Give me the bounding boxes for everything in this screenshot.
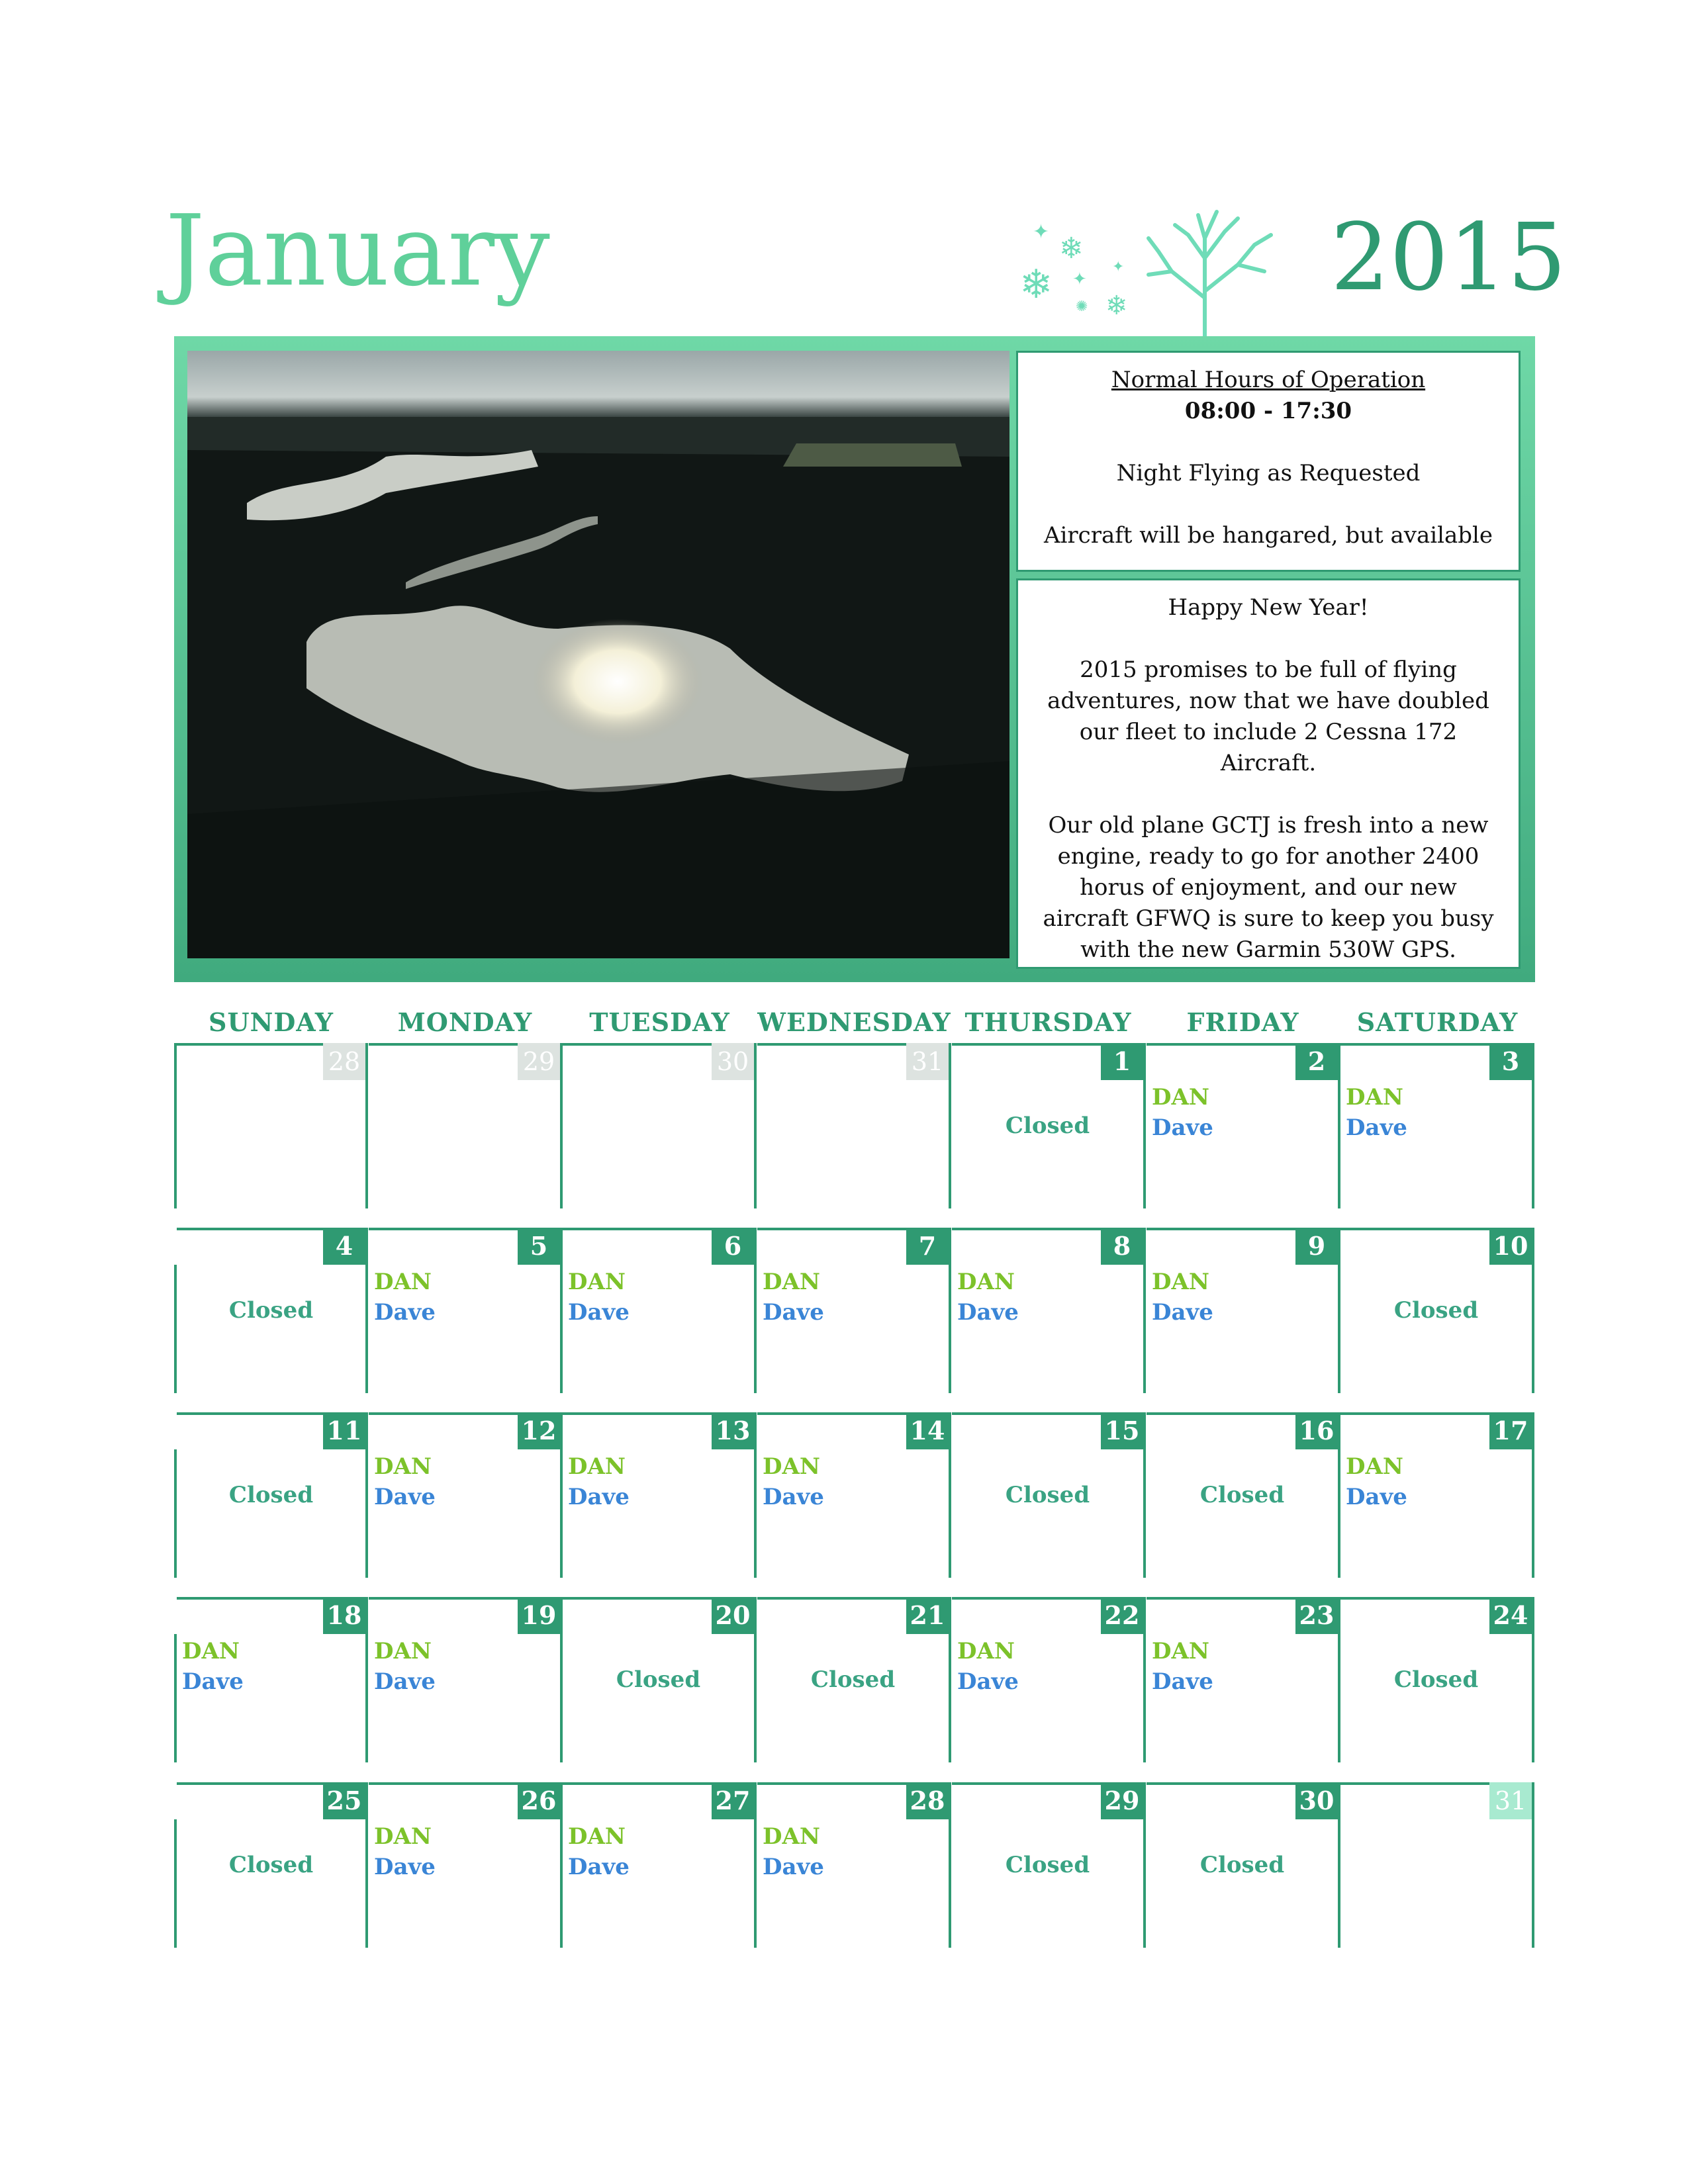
day-number: 4: [323, 1228, 365, 1265]
hours-heading: Normal Hours of Operation: [1111, 367, 1426, 393]
closed-label: Closed: [1005, 1113, 1090, 1139]
day-number: 26: [518, 1782, 560, 1819]
staff-dan-label: DAN: [568, 1269, 626, 1295]
day-number: 10: [1489, 1228, 1532, 1265]
day-number: 25: [323, 1782, 365, 1819]
calendar-day-cell: [1147, 1043, 1340, 1208]
staff-dave-label: Dave: [957, 1668, 1019, 1695]
day-number: 5: [518, 1228, 560, 1265]
calendar-day-cell: [174, 1597, 368, 1762]
closed-label: Closed: [228, 1482, 314, 1508]
calendar-day-cell: [563, 1228, 757, 1393]
staff-dan-label: DAN: [568, 1823, 626, 1850]
staff-dave-label: Dave: [1346, 1484, 1407, 1510]
staff-dan-label: DAN: [763, 1269, 820, 1295]
staff-dave-label: Dave: [763, 1299, 824, 1326]
calendar-day-cell: [563, 1412, 757, 1578]
staff-dave-label: Dave: [568, 1854, 630, 1880]
calendar-day-cell: [952, 1228, 1146, 1393]
svg-text:✦: ✦: [1072, 269, 1087, 289]
day-number: 13: [712, 1412, 754, 1449]
svg-text:✦: ✦: [1112, 259, 1125, 275]
closed-label: Closed: [1005, 1482, 1090, 1508]
calendar-day-cell: [174, 1412, 368, 1578]
aerial-frozen-lake-photo: [187, 351, 1009, 958]
staff-dan-label: DAN: [957, 1638, 1015, 1664]
closed-label: Closed: [1005, 1852, 1090, 1878]
day-number: 9: [1295, 1228, 1338, 1265]
weekday-wednesday: WEDNESDAY: [757, 1007, 951, 1037]
staff-dan-label: DAN: [568, 1453, 626, 1480]
calendar-day-cell: [757, 1782, 951, 1948]
day-number: 28: [323, 1043, 365, 1080]
day-number: 2: [1295, 1043, 1338, 1080]
day-number: 27: [712, 1782, 754, 1819]
night-flying-note: Night Flying as Requested: [1116, 460, 1421, 486]
closed-label: Closed: [228, 1297, 314, 1324]
calendar-day-cell: [369, 1597, 563, 1762]
day-number: 19: [518, 1597, 560, 1634]
day-number: 8: [1101, 1228, 1143, 1265]
weekday-saturday: SATURDAY: [1356, 1007, 1519, 1037]
staff-dave-label: Dave: [1152, 1668, 1213, 1695]
weekday-friday: FRIDAY: [1186, 1007, 1299, 1037]
staff-dan-label: DAN: [1346, 1084, 1403, 1111]
staff-dan-label: DAN: [1152, 1269, 1209, 1295]
day-number: 18: [323, 1597, 365, 1634]
staff-dave-label: Dave: [374, 1484, 436, 1510]
calendar-day-cell: [757, 1597, 951, 1762]
staff-dan-label: DAN: [1152, 1638, 1209, 1664]
hours-box: [1016, 351, 1521, 572]
staff-dan-label: DAN: [374, 1638, 432, 1664]
weekday-monday: MONDAY: [397, 1007, 533, 1037]
closed-label: Closed: [1199, 1852, 1285, 1878]
calendar-day-cell: [757, 1412, 951, 1578]
calendar-day-cell: [1147, 1782, 1340, 1948]
day-number: 21: [906, 1597, 949, 1634]
day-number: 12: [518, 1412, 560, 1449]
staff-dave-label: Dave: [374, 1299, 436, 1326]
staff-dan-label: DAN: [763, 1453, 820, 1480]
closed-label: Closed: [810, 1666, 896, 1693]
news-paragraph-1: 2015 promises to be full of flying adventures, now that we have doubled our fleet to include 2 Cessna 172 Aircraft.: [1047, 657, 1489, 776]
news-greeting: Happy New Year!: [1168, 594, 1369, 621]
calendar-day-cell: [1340, 1782, 1534, 1948]
calendar-day-cell: [1340, 1597, 1534, 1762]
weekday-tuesday: TUESDAY: [589, 1007, 730, 1037]
year-title: 2015: [1331, 204, 1567, 312]
day-number: 14: [906, 1412, 949, 1449]
day-number: 22: [1101, 1597, 1143, 1634]
closed-label: Closed: [1393, 1297, 1479, 1324]
day-number: 24: [1489, 1597, 1532, 1634]
staff-dan-label: DAN: [957, 1269, 1015, 1295]
weekday-thursday: THURSDAY: [964, 1007, 1132, 1037]
closed-label: Closed: [1393, 1666, 1479, 1693]
svg-text:✦: ✦: [1033, 220, 1050, 244]
calendar-day-cell: [563, 1597, 757, 1762]
day-number: 31: [1489, 1782, 1532, 1819]
calendar-day-cell: [952, 1412, 1146, 1578]
day-number: 29: [1101, 1782, 1143, 1819]
day-number: 7: [906, 1228, 949, 1265]
calendar-day-cell: [1340, 1228, 1534, 1393]
staff-dave-label: Dave: [1346, 1115, 1407, 1141]
staff-dave-label: Dave: [374, 1854, 436, 1880]
closed-label: Closed: [616, 1666, 701, 1693]
calendar-day-cell: [1340, 1412, 1534, 1578]
calendar-day-cell: [1147, 1228, 1340, 1393]
calendar-day-cell: [757, 1043, 951, 1208]
svg-text:❄: ❄: [1059, 232, 1084, 265]
svg-text:✺: ✺: [1076, 298, 1088, 315]
staff-dave-label: Dave: [568, 1484, 630, 1510]
day-number: 17: [1489, 1412, 1532, 1449]
staff-dan-label: DAN: [374, 1269, 432, 1295]
calendar-day-cell: [757, 1228, 951, 1393]
day-number: 6: [712, 1228, 754, 1265]
day-number: 1: [1101, 1043, 1143, 1080]
calendar-day-cell: [369, 1043, 563, 1208]
day-number: 28: [906, 1782, 949, 1819]
month-title: January: [165, 194, 550, 308]
day-number: 31: [906, 1043, 949, 1080]
calendar-day-cell: [369, 1412, 563, 1578]
calendar-day-cell: [563, 1043, 757, 1208]
staff-dave-label: Dave: [568, 1299, 630, 1326]
calendar-day-cell: [952, 1782, 1146, 1948]
staff-dan-label: DAN: [1152, 1084, 1209, 1111]
day-number: 20: [712, 1597, 754, 1634]
calendar-day-cell: [174, 1228, 368, 1393]
calendar-day-cell: [1147, 1597, 1340, 1762]
calendar-day-cell: [563, 1782, 757, 1948]
staff-dan-label: DAN: [374, 1823, 432, 1850]
calendar-day-cell: [174, 1043, 368, 1208]
feature-panel: [174, 336, 1535, 982]
calendar-day-cell: [369, 1782, 563, 1948]
hangar-note: Aircraft will be hangared, but available: [1043, 522, 1493, 549]
staff-dave-label: Dave: [763, 1854, 824, 1880]
news-paragraph-2: Our old plane GCTJ is fresh into a new engine, ready to go for another 2400 horus of enjoyment, and our new aircraft GFWQ is sure to keep you busy with the new Garmin 530W GPS.: [1043, 812, 1494, 963]
day-number: 15: [1101, 1412, 1143, 1449]
staff-dave-label: Dave: [182, 1668, 244, 1695]
svg-text:❄: ❄: [1105, 291, 1128, 321]
day-number: 29: [518, 1043, 560, 1080]
day-number: 3: [1489, 1043, 1532, 1080]
staff-dave-label: Dave: [763, 1484, 824, 1510]
svg-text:❄: ❄: [1019, 261, 1053, 308]
calendar-day-cell: [1147, 1412, 1340, 1578]
day-number: 16: [1295, 1412, 1338, 1449]
calendar-day-cell: [952, 1043, 1146, 1208]
day-number: 23: [1295, 1597, 1338, 1634]
staff-dave-label: Dave: [957, 1299, 1019, 1326]
day-number: 11: [323, 1412, 365, 1449]
calendar-day-cell: [369, 1228, 563, 1393]
closed-label: Closed: [228, 1852, 314, 1878]
staff-dan-label: DAN: [374, 1453, 432, 1480]
staff-dan-label: DAN: [182, 1638, 240, 1664]
staff-dave-label: Dave: [1152, 1299, 1213, 1326]
calendar-day-cell: [174, 1782, 368, 1948]
hours-times: 08:00 - 17:30: [1184, 398, 1352, 424]
staff-dave-label: Dave: [374, 1668, 436, 1695]
staff-dan-label: DAN: [763, 1823, 820, 1850]
winter-tree-decoration: [1006, 199, 1311, 338]
closed-label: Closed: [1199, 1482, 1285, 1508]
staff-dave-label: Dave: [1152, 1115, 1213, 1141]
calendar-day-cell: [1340, 1043, 1534, 1208]
staff-dan-label: DAN: [1346, 1453, 1403, 1480]
calendar-day-cell: [952, 1597, 1146, 1762]
news-box: [1016, 578, 1521, 969]
day-number: 30: [1295, 1782, 1338, 1819]
weekday-sunday: SUNDAY: [209, 1007, 334, 1037]
day-number: 30: [712, 1043, 754, 1080]
